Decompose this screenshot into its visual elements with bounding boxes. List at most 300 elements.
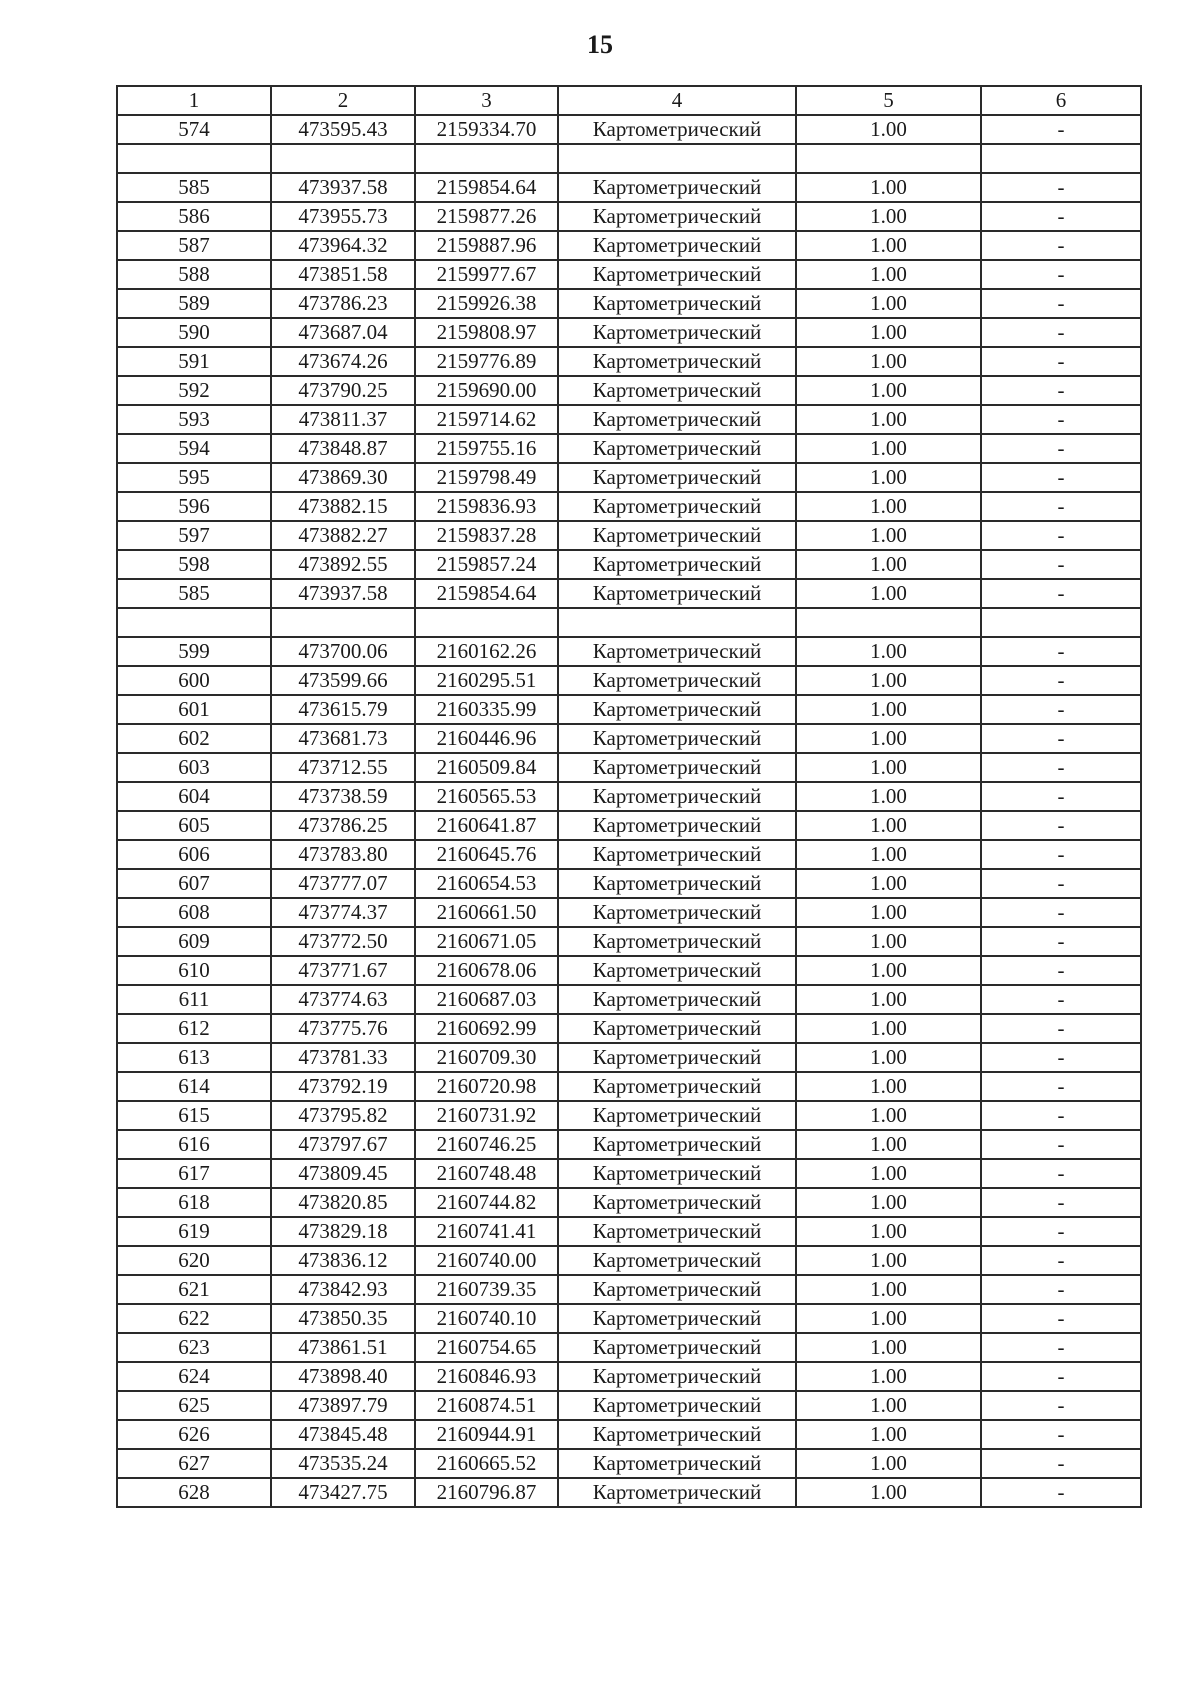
table-cell: 2160720.98 — [415, 1072, 558, 1101]
table-cell: 1.00 — [796, 927, 981, 956]
table-cell: 609 — [117, 927, 271, 956]
header-cell: 4 — [558, 86, 796, 115]
table-cell: 1.00 — [796, 1420, 981, 1449]
table-cell: - — [981, 695, 1141, 724]
table-cell: 1.00 — [796, 115, 981, 144]
table-cell: 2159836.93 — [415, 492, 558, 521]
table-row — [117, 1159, 1141, 1188]
table-row — [117, 695, 1141, 724]
table-cell: Картометрический — [558, 782, 796, 811]
table-body — [117, 86, 1141, 1507]
table-row — [117, 724, 1141, 753]
table-cell: Картометрический — [558, 1101, 796, 1130]
table-cell: 1.00 — [796, 260, 981, 289]
table-cell: 473781.33 — [271, 1043, 415, 1072]
table-cell: 1.00 — [796, 1478, 981, 1507]
table-row — [117, 1043, 1141, 1072]
table-cell: 626 — [117, 1420, 271, 1449]
table-cell: 473937.58 — [271, 579, 415, 608]
table-cell: 1.00 — [796, 1391, 981, 1420]
table-row — [117, 840, 1141, 869]
table-cell: 1.00 — [796, 869, 981, 898]
table-cell: 614 — [117, 1072, 271, 1101]
table-cell: 1.00 — [796, 1043, 981, 1072]
table-cell: 2160446.96 — [415, 724, 558, 753]
table-row — [117, 521, 1141, 550]
table-row — [117, 550, 1141, 579]
table-row — [117, 1362, 1141, 1391]
table-cell: 2160687.03 — [415, 985, 558, 1014]
table-cell: 618 — [117, 1188, 271, 1217]
table-cell: - — [981, 1072, 1141, 1101]
table-cell — [117, 608, 271, 637]
table-cell: 598 — [117, 550, 271, 579]
table-cell: - — [981, 1130, 1141, 1159]
table-cell: 623 — [117, 1333, 271, 1362]
table-cell: 1.00 — [796, 753, 981, 782]
table-row — [117, 637, 1141, 666]
table-row — [117, 782, 1141, 811]
table-cell: 1.00 — [796, 376, 981, 405]
table-cell: - — [981, 927, 1141, 956]
table-cell: 605 — [117, 811, 271, 840]
table-cell: Картометрический — [558, 173, 796, 202]
header-cell: 3 — [415, 86, 558, 115]
table-cell: 2159690.00 — [415, 376, 558, 405]
table-cell: 2160692.99 — [415, 1014, 558, 1043]
table-cell: 1.00 — [796, 1304, 981, 1333]
table-row — [117, 1217, 1141, 1246]
table-cell: Картометрический — [558, 1043, 796, 1072]
table-cell: 473937.58 — [271, 173, 415, 202]
coordinates-table — [116, 85, 1142, 1508]
table-cell: 622 — [117, 1304, 271, 1333]
table-cell: 1.00 — [796, 463, 981, 492]
table-cell: 473774.63 — [271, 985, 415, 1014]
table-cell: 2160641.87 — [415, 811, 558, 840]
table-cell: 621 — [117, 1275, 271, 1304]
table-cell: 2159334.70 — [415, 115, 558, 144]
table-cell: - — [981, 1304, 1141, 1333]
table-cell: 1.00 — [796, 637, 981, 666]
table-cell — [271, 608, 415, 637]
table-cell: 1.00 — [796, 318, 981, 347]
table-cell: 473845.48 — [271, 1420, 415, 1449]
table-cell: 2159755.16 — [415, 434, 558, 463]
table-cell: 473898.40 — [271, 1362, 415, 1391]
table-cell: 602 — [117, 724, 271, 753]
table-cell: - — [981, 550, 1141, 579]
table-cell: 2159854.64 — [415, 579, 558, 608]
table-cell: - — [981, 1246, 1141, 1275]
table-cell: - — [981, 231, 1141, 260]
table-cell: 473786.25 — [271, 811, 415, 840]
table-cell: Картометрический — [558, 1362, 796, 1391]
table-cell: 473790.25 — [271, 376, 415, 405]
table-cell: - — [981, 1159, 1141, 1188]
table-cell: Картометрический — [558, 1159, 796, 1188]
header-cell: 2 — [271, 86, 415, 115]
table-cell: Картометрический — [558, 840, 796, 869]
table-cell: - — [981, 1217, 1141, 1246]
table-cell: Картометрический — [558, 347, 796, 376]
table-cell: Картометрический — [558, 811, 796, 840]
table-cell: 2160678.06 — [415, 956, 558, 985]
table-cell: 599 — [117, 637, 271, 666]
table-cell: 2160740.00 — [415, 1246, 558, 1275]
table-cell: 473535.24 — [271, 1449, 415, 1478]
table-cell: 2159877.26 — [415, 202, 558, 231]
table-cell: 593 — [117, 405, 271, 434]
table-cell: 627 — [117, 1449, 271, 1478]
table-cell: Картометрический — [558, 202, 796, 231]
table-cell: 473809.45 — [271, 1159, 415, 1188]
table-cell: 473687.04 — [271, 318, 415, 347]
table-cell: - — [981, 1420, 1141, 1449]
header-cell: 6 — [981, 86, 1141, 115]
table-cell: - — [981, 985, 1141, 1014]
table-cell: 1.00 — [796, 956, 981, 985]
table-row — [117, 1072, 1141, 1101]
table-cell: Картометрический — [558, 434, 796, 463]
table-cell: 1.00 — [796, 782, 981, 811]
table-cell: 473850.35 — [271, 1304, 415, 1333]
table-cell: - — [981, 347, 1141, 376]
table-cell: 473869.30 — [271, 463, 415, 492]
table-cell: 1.00 — [796, 811, 981, 840]
table-cell: Картометрический — [558, 1188, 796, 1217]
table-cell: 473882.15 — [271, 492, 415, 521]
table-cell: - — [981, 492, 1141, 521]
table-cell: 2160162.26 — [415, 637, 558, 666]
table-cell: Картометрический — [558, 869, 796, 898]
table-cell: Картометрический — [558, 231, 796, 260]
table-cell: Картометрический — [558, 405, 796, 434]
table-row — [117, 1130, 1141, 1159]
table-cell: 1.00 — [796, 202, 981, 231]
table-row — [117, 260, 1141, 289]
table-cell: 2160874.51 — [415, 1391, 558, 1420]
table-row — [117, 753, 1141, 782]
table-cell: 1.00 — [796, 289, 981, 318]
table-row — [117, 956, 1141, 985]
table-cell: 2159926.38 — [415, 289, 558, 318]
table-cell: Картометрический — [558, 1304, 796, 1333]
table-cell: 1.00 — [796, 1217, 981, 1246]
table-cell: - — [981, 869, 1141, 898]
table-cell — [415, 608, 558, 637]
table-row — [117, 1014, 1141, 1043]
table-cell: 596 — [117, 492, 271, 521]
table-row — [117, 173, 1141, 202]
table-cell: 473797.67 — [271, 1130, 415, 1159]
table-row — [117, 144, 1141, 173]
table-cell: Картометрический — [558, 1130, 796, 1159]
table-cell: Картометрический — [558, 1420, 796, 1449]
table-cell: - — [981, 637, 1141, 666]
table-row — [117, 1304, 1141, 1333]
table-cell: 2159887.96 — [415, 231, 558, 260]
table-cell: 607 — [117, 869, 271, 898]
table-row — [117, 1391, 1141, 1420]
table-cell: 473955.73 — [271, 202, 415, 231]
table-cell: 1.00 — [796, 492, 981, 521]
table-cell: 2160746.25 — [415, 1130, 558, 1159]
table-cell: Картометрический — [558, 1391, 796, 1420]
table-cell: 1.00 — [796, 1159, 981, 1188]
table-cell: 2159857.24 — [415, 550, 558, 579]
table-row — [117, 1246, 1141, 1275]
header-cell: 1 — [117, 86, 271, 115]
table-cell: 473599.66 — [271, 666, 415, 695]
table-cell: 592 — [117, 376, 271, 405]
table-cell: 2160335.99 — [415, 695, 558, 724]
table-cell: Картометрический — [558, 463, 796, 492]
table-cell: - — [981, 1478, 1141, 1507]
table-row — [117, 115, 1141, 144]
table-cell: 473964.32 — [271, 231, 415, 260]
table-cell: Картометрический — [558, 550, 796, 579]
table-row — [117, 869, 1141, 898]
table-cell: 2160748.48 — [415, 1159, 558, 1188]
table-cell: 1.00 — [796, 1101, 981, 1130]
table-cell: 1.00 — [796, 724, 981, 753]
table-cell: 473777.07 — [271, 869, 415, 898]
table-row — [117, 985, 1141, 1014]
table-cell: Картометрический — [558, 521, 796, 550]
table-cell: 615 — [117, 1101, 271, 1130]
table-cell: - — [981, 434, 1141, 463]
table-cell: 2160509.84 — [415, 753, 558, 782]
table-cell: - — [981, 405, 1141, 434]
table-cell: 586 — [117, 202, 271, 231]
table-cell: - — [981, 1043, 1141, 1072]
table-row — [117, 1188, 1141, 1217]
table-cell: Картометрический — [558, 376, 796, 405]
table-cell: 619 — [117, 1217, 271, 1246]
table-cell: 1.00 — [796, 985, 981, 1014]
table-cell: 2160754.65 — [415, 1333, 558, 1362]
table-cell: - — [981, 666, 1141, 695]
table-cell: - — [981, 1449, 1141, 1478]
table-cell: 1.00 — [796, 1362, 981, 1391]
table-cell: 473836.12 — [271, 1246, 415, 1275]
table-cell: 616 — [117, 1130, 271, 1159]
table-cell: 473882.27 — [271, 521, 415, 550]
table-cell — [796, 608, 981, 637]
table-cell: 604 — [117, 782, 271, 811]
table-cell: 620 — [117, 1246, 271, 1275]
table-cell: Картометрический — [558, 1072, 796, 1101]
table-cell: 1.00 — [796, 840, 981, 869]
table-row — [117, 492, 1141, 521]
table-cell: 588 — [117, 260, 271, 289]
table-cell: 1.00 — [796, 579, 981, 608]
table-cell: - — [981, 260, 1141, 289]
table-cell: 473712.55 — [271, 753, 415, 782]
table-cell: 574 — [117, 115, 271, 144]
table-cell: 597 — [117, 521, 271, 550]
table-cell: 2160709.30 — [415, 1043, 558, 1072]
table-row — [117, 376, 1141, 405]
table-cell: Картометрический — [558, 1449, 796, 1478]
table-cell: Картометрический — [558, 753, 796, 782]
table-cell: 473615.79 — [271, 695, 415, 724]
table-cell: 590 — [117, 318, 271, 347]
table-cell: 1.00 — [796, 1449, 981, 1478]
table-row — [117, 289, 1141, 318]
table-cell: 628 — [117, 1478, 271, 1507]
table-cell — [981, 144, 1141, 173]
table-cell — [981, 608, 1141, 637]
table-cell: Картометрический — [558, 115, 796, 144]
table-row — [117, 608, 1141, 637]
table-cell: - — [981, 1101, 1141, 1130]
table-cell: Картометрический — [558, 1478, 796, 1507]
table-cell: 473771.67 — [271, 956, 415, 985]
table-row — [117, 1275, 1141, 1304]
table-cell: 600 — [117, 666, 271, 695]
table-cell: 2160645.76 — [415, 840, 558, 869]
table-cell: 473792.19 — [271, 1072, 415, 1101]
table-cell: 1.00 — [796, 1246, 981, 1275]
table-cell: 473772.50 — [271, 927, 415, 956]
table-cell: 473700.06 — [271, 637, 415, 666]
table-cell: 473595.43 — [271, 115, 415, 144]
table-cell: 2160295.51 — [415, 666, 558, 695]
table-cell: 473820.85 — [271, 1188, 415, 1217]
table-cell: 473851.58 — [271, 260, 415, 289]
table-cell: - — [981, 289, 1141, 318]
table-cell: 624 — [117, 1362, 271, 1391]
table-cell: Картометрический — [558, 289, 796, 318]
table-cell: 473783.80 — [271, 840, 415, 869]
table-cell — [415, 144, 558, 173]
table-row — [117, 1449, 1141, 1478]
table-row — [117, 231, 1141, 260]
table-cell: 2159854.64 — [415, 173, 558, 202]
table-cell: 2159977.67 — [415, 260, 558, 289]
table-cell: 2159798.49 — [415, 463, 558, 492]
table-cell: - — [981, 1362, 1141, 1391]
table-cell: 2160740.10 — [415, 1304, 558, 1333]
table-cell: - — [981, 811, 1141, 840]
table-cell: - — [981, 202, 1141, 231]
table-cell: 2160671.05 — [415, 927, 558, 956]
table-row — [117, 202, 1141, 231]
table-cell: 473811.37 — [271, 405, 415, 434]
table-cell — [558, 144, 796, 173]
table-cell: 473842.93 — [271, 1275, 415, 1304]
table-cell: - — [981, 840, 1141, 869]
table-row — [117, 811, 1141, 840]
table-cell: 2159808.97 — [415, 318, 558, 347]
table-cell: 1.00 — [796, 666, 981, 695]
table-cell: 473848.87 — [271, 434, 415, 463]
table-cell: 473829.18 — [271, 1217, 415, 1246]
table-cell: 606 — [117, 840, 271, 869]
table-cell: Картометрический — [558, 985, 796, 1014]
table-cell: - — [981, 1333, 1141, 1362]
table-cell: Картометрический — [558, 666, 796, 695]
table-cell: Картометрический — [558, 260, 796, 289]
table-cell: 2160796.87 — [415, 1478, 558, 1507]
table-row — [117, 666, 1141, 695]
table-row — [117, 405, 1141, 434]
table-cell: - — [981, 1188, 1141, 1217]
table-cell: Картометрический — [558, 956, 796, 985]
table-cell: - — [981, 1391, 1141, 1420]
table-cell: 473738.59 — [271, 782, 415, 811]
table-row — [117, 318, 1141, 347]
table-cell: 625 — [117, 1391, 271, 1420]
table-row — [117, 463, 1141, 492]
table-cell: Картометрический — [558, 1014, 796, 1043]
table-cell — [271, 144, 415, 173]
table-cell: 473897.79 — [271, 1391, 415, 1420]
table-cell: Картометрический — [558, 1333, 796, 1362]
table-cell: 473775.76 — [271, 1014, 415, 1043]
table-cell: 2159837.28 — [415, 521, 558, 550]
table-cell: Картометрический — [558, 637, 796, 666]
table-cell: 1.00 — [796, 1188, 981, 1217]
table-cell: - — [981, 173, 1141, 202]
table-cell: 591 — [117, 347, 271, 376]
table-cell: 473861.51 — [271, 1333, 415, 1362]
table-cell: 473674.26 — [271, 347, 415, 376]
table-cell: 1.00 — [796, 434, 981, 463]
table-cell — [796, 144, 981, 173]
table-cell: 473892.55 — [271, 550, 415, 579]
table-cell: 612 — [117, 1014, 271, 1043]
table-cell — [117, 144, 271, 173]
table-row — [117, 347, 1141, 376]
table-row — [117, 1478, 1141, 1507]
table-cell: 2160744.82 — [415, 1188, 558, 1217]
table-cell: - — [981, 579, 1141, 608]
table-cell: 1.00 — [796, 173, 981, 202]
table-cell: 595 — [117, 463, 271, 492]
table-cell: 1.00 — [796, 1275, 981, 1304]
table-cell: - — [981, 115, 1141, 144]
table-cell: 1.00 — [796, 550, 981, 579]
table-row — [117, 434, 1141, 463]
table-cell: 1.00 — [796, 347, 981, 376]
table-cell: - — [981, 724, 1141, 753]
table-cell: 1.00 — [796, 1014, 981, 1043]
header-cell: 5 — [796, 86, 981, 115]
table-cell: - — [981, 753, 1141, 782]
table-cell: 2160944.91 — [415, 1420, 558, 1449]
table-cell: 473786.23 — [271, 289, 415, 318]
table-cell: - — [981, 898, 1141, 927]
table-cell: 473795.82 — [271, 1101, 415, 1130]
table-cell: Картометрический — [558, 724, 796, 753]
table-cell: 585 — [117, 579, 271, 608]
table-cell: Картометрический — [558, 318, 796, 347]
table-cell: - — [981, 463, 1141, 492]
table-cell: 473774.37 — [271, 898, 415, 927]
table-cell: Картометрический — [558, 1246, 796, 1275]
page-number: 15 — [587, 30, 613, 59]
table-cell: 603 — [117, 753, 271, 782]
table-cell: 2160741.41 — [415, 1217, 558, 1246]
table-row — [117, 898, 1141, 927]
table-cell: 473427.75 — [271, 1478, 415, 1507]
table-cell — [558, 608, 796, 637]
table-cell: 1.00 — [796, 1130, 981, 1159]
table-cell: Картометрический — [558, 1217, 796, 1246]
